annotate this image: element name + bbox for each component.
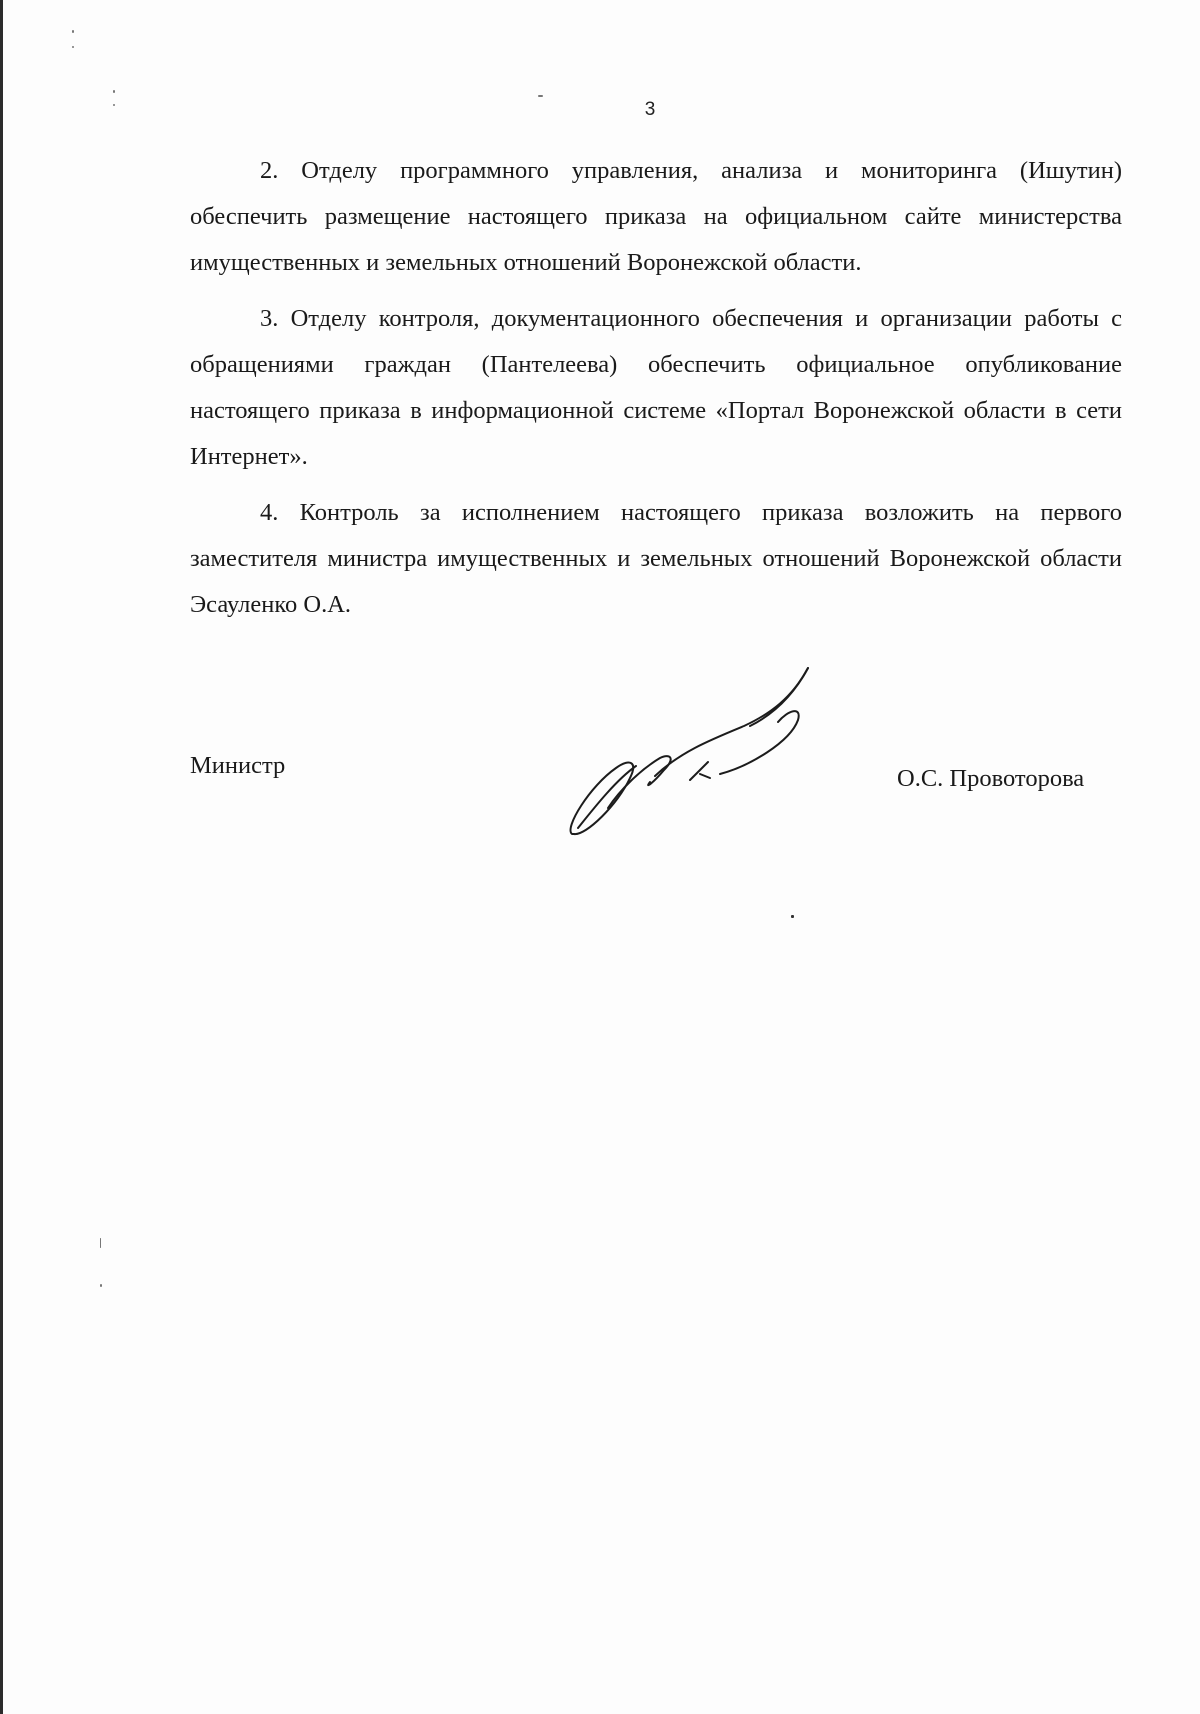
paragraph-2: 2. Отделу программного управления, анализа и мониторинга (Ишутин) обеспечить размещение настоящего приказа на официальном сайте министерства имущественных и земельных отношений Воронежской области. [190,157,1122,276]
page-number: 3 [644,99,656,120]
scan-speck [100,1238,101,1248]
paragraph-4: 4. Контроль за исполнением настоящего приказа возложить на первого заместителя министра имущественных и земельных отношений Воронежской области Эсауленко О.А. [190,499,1122,618]
signatory-name: О.С. Провоторова [897,765,1085,792]
scan-speck [113,90,115,93]
signatory-title: Министр [190,752,286,779]
paragraph-3: 3. Отделу контроля, документационного обеспечения и организации работы с обращениями граждан (Пантелеева) обеспечить официальное опубликование настоящего приказа в информационной системе «Портал Воронежской области в сети Интернет». [190,305,1122,470]
scan-speck [100,1284,102,1287]
scan-speck [72,46,74,48]
document-body [190,148,1122,638]
scan-speck [791,915,794,918]
scan-speck [72,30,74,33]
scan-speck [538,95,543,97]
scan-edge [0,0,3,1714]
handwritten-signature [560,658,850,858]
scan-speck [113,104,115,106]
